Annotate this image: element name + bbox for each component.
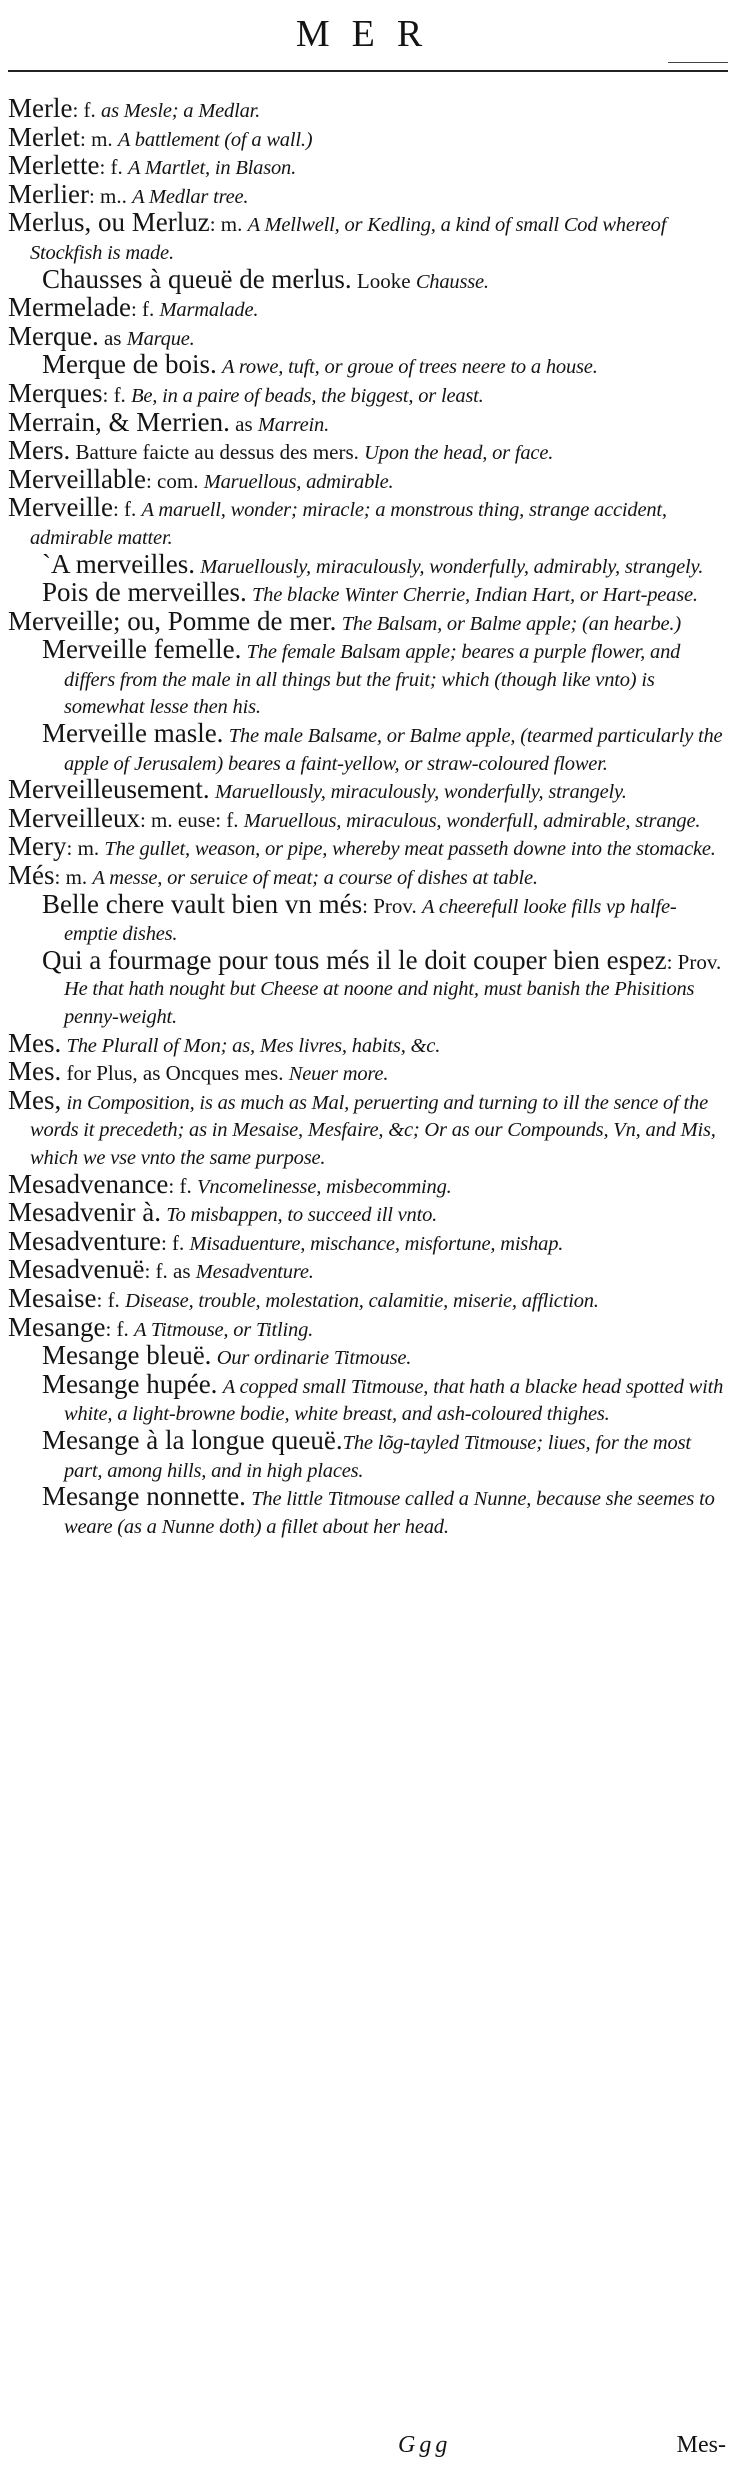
definition: in Composition, is as much as Mal, peruerting and turning to ill the sence of the words it precedeth; as in Mesaise, Mesfaire, &c; Or as our Compounds, Vn, and Mis, which we vse vnto the same purpose. [30,1091,716,1169]
headword: Merle [8,93,73,123]
definition: A maruell, wonder; miracle; a monstrous thing, strange accident, admirable matter. [30,499,667,549]
dictionary-entry [6,178,728,211]
definition: A messe, or seruice of meat; a course of dishes at table. [92,867,538,890]
sub-entry [6,548,728,581]
headword: Mesange nonnette. [42,1481,246,1512]
headword: Chausses à queuë de merlus. [42,263,352,294]
sub-entry [6,1368,728,1428]
headword: Mesadventure [8,1225,161,1256]
definition: To misbappen, to succeed ill vnto. [166,1204,438,1227]
headword: Mesange bleuë. [42,1340,212,1371]
header-rule [8,70,728,72]
grammar-note: as [98,325,127,350]
dictionary-entry [6,605,728,638]
headword: Mermelade [8,292,131,323]
dictionary-entry [6,1282,728,1315]
headword: Mes. [8,1056,62,1087]
grammar-note: Looke [351,268,416,293]
dictionary-entry [6,463,728,496]
grammar-note: : f. [102,382,132,407]
dictionary-entry [6,93,728,125]
dictionary-entry [6,1084,728,1172]
definition: Our ordinarie Titmouse. [216,1347,412,1370]
sub-entry [6,263,728,296]
grammar-note: : Prov. [666,949,722,974]
grammar-note: : m. [54,865,93,890]
dictionary-entry [6,406,728,439]
definition: A cheerefull looke fills vp halfe-emptie dishes. [64,895,677,946]
headword: Mesadvenance [8,1168,169,1199]
grammar-note: as [229,411,258,436]
definition: Maruellously, miraculously, wonderfully, strangely. [214,781,627,804]
definition: Neuer more. [288,1063,389,1086]
definition: as Mesle; a Medlar. [101,100,261,122]
grammar-note: : m. euse: f. [139,807,244,832]
page-footer [0,2432,740,2468]
sub-entry [6,888,728,948]
grammar-note: : f. [168,1173,197,1198]
headword: Mery [8,831,67,862]
sub-entry [6,718,728,777]
definition: Misaduenture, mischance, misfortune, mishap. [189,1232,564,1255]
sub-entry [6,944,728,1031]
dictionary-entry [6,1168,728,1201]
definition: The Balsam, or Balme apple; (an hearbe.) [341,612,681,635]
dictionary-entry [6,1056,728,1088]
grammar-note: : f. [96,1287,126,1312]
grammar-note: : f. as [144,1259,196,1284]
headword: Merque de bois. [42,349,217,380]
grammar-note: : f. [160,1230,190,1255]
definition: A rowe, tuft, or groue of trees neere to a house. [221,356,598,379]
dictionary-entry [6,377,728,410]
headword: Belle chere vault bien vn més [42,888,363,919]
headword: Mesange à la longue queuë. [42,1424,343,1455]
headword: Mesadvenir à. [8,1197,161,1228]
signature-mark: Ggg [398,2432,452,2458]
definition: A Mellwell, or Kedling, a kind of small Cod whereof Stockfish is made. [30,214,667,264]
page-header [0,0,740,80]
dictionary-entry [6,1311,728,1344]
definition: He that hath nought but Cheese at noone and night, must banish the Phisitions penny-weight. [64,978,695,1028]
headword: Mesadvenuë [8,1254,145,1285]
definition: The little Titmouse called a Nunne, because she seemes to weare (as a Nunne doth) a fillet about her head. [64,1488,715,1538]
definition: The blacke Winter Cherrie, Indian Hart, or Hart-pease. [251,584,698,607]
sub-entry [6,577,728,609]
dictionary-entry [6,150,728,182]
sub-entry [6,349,728,381]
sub-entry [6,634,728,721]
definition: Marmalade. [159,299,259,322]
definition: Disease, trouble, molestation, calamitie, miserie, affliction. [125,1289,599,1312]
headword: Més [8,860,55,891]
definition: The Plurall of Mon; as, Mes livres, habits, &c. [66,1034,441,1057]
dictionary-entry [6,1254,728,1286]
headword: Merques [8,377,103,408]
definition: Maruellous, miraculous, wonderfull, admirable, strange. [243,809,701,832]
grammar-note: : f. [72,98,102,122]
grammar-note: : f. [112,497,142,522]
headword: Merque. [8,320,99,351]
dictionary-entry [6,121,728,154]
definition: Vncomelinesse, misbecomming. [197,1175,452,1198]
dictionary-entry [6,492,728,551]
definition: The male Balsame, or Balme apple, (tearmed particularly the apple of Jerusalem) beares a faint-yellow, or straw-coloured flower. [64,725,723,775]
dictionary-entry [6,207,728,266]
dictionary-entry [6,802,728,835]
catchword: Mes- [676,2432,726,2458]
headword: Mesange [8,1311,106,1342]
definition: The female Balsam apple; beares a purple flower, and differs from the male in all things but the fruit; which (though like vnto) is somewhat lesse then his. [64,641,681,719]
headword: Merlet [8,121,80,152]
dictionary-entry [6,435,728,467]
definition: A battlement (of a wall.) [117,128,313,151]
headword: Merveille femelle. [42,634,242,665]
headword: Mes, [8,1084,62,1115]
headword: Mesaise [8,1282,97,1313]
headword: Merveille [8,492,113,523]
headword: Merveilleusement. [8,774,210,805]
definition: Mesadventure. [195,1261,314,1284]
definition: Marrein. [257,413,330,436]
grammar-note: for Plus, as Oncques mes. [61,1061,289,1086]
dictionary-entry [6,292,728,324]
grammar-note: : Prov. [362,893,423,918]
definition: A Medlar tree. [132,185,249,208]
dictionary-entry [6,860,728,892]
headword: `A merveilles. [42,548,195,579]
headword: Pois de merveilles. [42,577,247,608]
definition: Marque. [126,327,195,350]
grammar-note: : m. [66,836,105,861]
grammar-note: : com. [145,468,204,493]
definition: Maruellously, miraculously, wonderfully, admirably, strangely. [200,555,704,578]
headword: Merlette [8,150,100,181]
grammar-note: Batture faicte au dessus des mers. [70,440,365,465]
dictionary-entry [6,1197,728,1229]
definition: The gullet, weason, or pipe, whereby meat passeth downe into the stomacke. [104,838,716,861]
dictionary-entry [6,1225,728,1258]
sub-entry [6,1340,728,1372]
definition: The lõg-tayled Titmouse; liues, for the most part, among hills, and in high places. [64,1431,691,1482]
dictionary-entry [6,1027,728,1060]
definition: A copped small Titmouse, that hath a blacke head spotted with white, a light-browne bodie, white breast, and ash-coloured thighes. [64,1375,724,1426]
sub-entry [6,1424,728,1484]
headword: Mes. [8,1027,62,1058]
grammar-note: : f. [105,1316,135,1341]
definition: A Martlet, in Blason. [128,157,297,180]
headword: Mers. [8,435,71,466]
headword: Merrain, & Merrien. [8,406,230,437]
grammar-note: : m. [79,126,118,151]
headword: Merlier [8,178,89,209]
definition: A Titmouse, or Titling. [134,1318,314,1341]
running-head: MER [295,13,445,55]
grammar-note: : m. [209,212,248,237]
definition: Chausse. [415,270,489,293]
headword: Merveilleux [8,802,140,833]
headword: Merveillable [8,463,146,494]
grammar-note: : f. [99,155,129,180]
headword: Merlus, ou Merluz [8,207,210,238]
headword: Qui a fourmage pour tous més il le doit couper bien espez [42,944,667,975]
dictionary-entry [6,831,728,863]
definition: Upon the head, or face. [364,442,554,465]
grammar-note: : m.. [88,183,133,208]
headword: Merveille; ou, Pomme de mer. [8,605,337,636]
headword: Mesange hupée. [42,1368,218,1399]
dictionary-entry [6,774,728,806]
headword: Merveille masle. [42,718,224,749]
definition: Be, in a paire of beads, the biggest, or least. [131,384,484,407]
entries-column [6,93,728,1540]
definition: Maruellous, admirable. [203,470,394,493]
dictionary-entry [6,320,728,353]
sub-entry [6,1481,728,1540]
grammar-note: : f. [130,297,160,322]
header-rule-short [668,62,728,63]
